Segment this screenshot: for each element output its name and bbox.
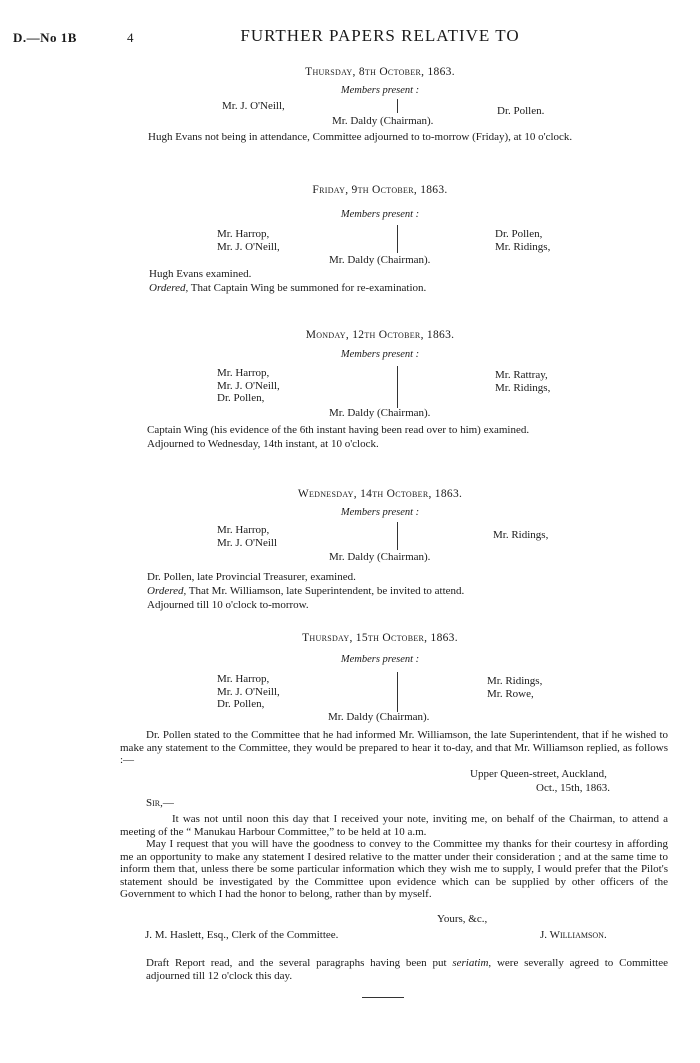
- members-right-1: Dr. Pollen.: [497, 105, 545, 117]
- letter-address: Upper Queen-street, Auckland,: [470, 768, 607, 780]
- letter-date: Oct., 15th, 1863.: [536, 782, 610, 794]
- member-name: Dr. Pollen,: [217, 698, 265, 710]
- letter-salutation: Sir,—: [146, 797, 174, 809]
- chairman-3: Mr. Daldy (Chairman).: [329, 407, 431, 419]
- member-name: Mr. Ridings,: [487, 675, 543, 687]
- member-name: Mr. Rattray,: [495, 369, 548, 381]
- member-name: Mr. J. O'Neill: [217, 536, 278, 549]
- members-divider-1: [397, 99, 398, 113]
- member-name: Mr. Harrop,: [217, 228, 270, 240]
- letter-addressee: J. M. Haslett, Esq., Clerk of the Committee.: [145, 929, 339, 941]
- letter-signature: J. Williamson.: [540, 929, 607, 941]
- minutes-line: Hugh Evans examined.: [149, 268, 252, 280]
- minutes-line: Captain Wing (his evidence of the 6th instant having been read over to him) examined.: [147, 424, 530, 436]
- chairman-5: Mr. Daldy (Chairman).: [328, 711, 430, 723]
- member-name: Mr. Harrop,: [217, 367, 270, 379]
- minutes-line: Ordered, That Captain Wing be summoned for re-examination.: [149, 282, 427, 294]
- page-header: [0, 24, 700, 50]
- letter-paragraph-1: It was not until noon this day that I received your note, inviting me, on behalf of the Chairman, to attend a meeting of the “ Manukau Harbour Committee,” to be held at 10 a.m.: [120, 813, 668, 838]
- members-left-4: [217, 524, 277, 549]
- meeting-date-2: Friday, 9th October, 1863.: [312, 184, 448, 196]
- member-name: Mr. J. O'Neill,: [217, 240, 280, 253]
- member-name: Mr. Harrop,: [217, 524, 270, 536]
- members-left-2: [217, 228, 280, 253]
- member-name: Dr. Pollen,: [217, 392, 265, 404]
- chairman-1: Mr. Daldy (Chairman).: [332, 115, 434, 127]
- members-divider-4: [397, 522, 398, 550]
- member-name: Mr. J. O'Neill,: [217, 685, 280, 698]
- members-right-5: [487, 675, 542, 700]
- minutes-line: Dr. Pollen, late Provincial Treasurer, examined.: [147, 571, 356, 583]
- meeting-date-1: Thursday, 8th October, 1863.: [305, 66, 455, 78]
- members-present-label-3: Members present :: [340, 349, 420, 360]
- members-right-3: [495, 369, 550, 394]
- member-name: Mr. Harrop,: [217, 673, 270, 685]
- members-divider-3: [397, 366, 398, 408]
- members-divider-2: [397, 225, 398, 253]
- minutes-line: Adjourned till 10 o'clock to-morrow.: [147, 599, 309, 611]
- minutes-final: Draft Report read, and the several paragraphs having been put seriatim, were severally agreed to Committee adjourned till 12 o'clock this day.: [146, 957, 668, 982]
- chairman-2: Mr. Daldy (Chairman).: [329, 254, 431, 266]
- letter-closing: Yours, &c.,: [437, 913, 488, 925]
- member-name: Mr. Rowe,: [487, 687, 534, 700]
- member-name: Mr. Ridings,: [495, 240, 551, 253]
- meeting-date-3: Monday, 12th October, 1863.: [305, 329, 455, 341]
- members-divider-5: [397, 672, 398, 712]
- minutes-intro: Dr. Pollen stated to the Committee that he had informed Mr. Williamson, the late Superintendent, that if he wished to make any statement to the Committee, they would be prepared to hear it to-day, and that Mr. Williamson replied, as follows :—: [120, 729, 668, 766]
- members-left-3: [217, 367, 280, 405]
- members-present-label-1: Members present :: [340, 85, 420, 96]
- member-name: Dr. Pollen,: [495, 228, 543, 240]
- members-present-label-2: Members present :: [340, 209, 420, 220]
- members-present-label-4: Members present :: [340, 507, 420, 518]
- members-left-1: Mr. J. O'Neill,: [222, 100, 285, 112]
- meeting-date-5: Thursday, 15th October, 1863.: [302, 632, 458, 644]
- member-name: Mr. J. O'Neill,: [217, 379, 280, 392]
- document-reference: D.—No 1B: [13, 30, 77, 45]
- page-number: 4: [127, 30, 134, 45]
- members-left-5: [217, 673, 280, 711]
- meeting-date-4: Wednesday, 14th October, 1863.: [297, 488, 463, 500]
- chairman-4: Mr. Daldy (Chairman).: [329, 551, 431, 563]
- minutes-line: Ordered, That Mr. Williamson, late Superintendent, be invited to attend.: [147, 585, 465, 597]
- member-name: Mr. Ridings,: [495, 381, 551, 394]
- members-right-4: Mr. Ridings,: [493, 529, 549, 541]
- minutes-line: Adjourned to Wednesday, 14th instant, at 10 o'clock.: [147, 438, 379, 450]
- page-title: FURTHER PAPERS RELATIVE TO: [240, 26, 520, 45]
- minutes-text-1: Hugh Evans not being in attendance, Committee adjourned to to-morrow (Friday), at 10 o'clock.: [148, 131, 573, 143]
- section-end-rule: [362, 997, 404, 998]
- members-present-label-5: Members present :: [340, 654, 420, 665]
- letter-paragraph-2: May I request that you will have the goodness to convey to the Committee my thanks for their courtesy in affording me an opportunity to make any statement I desired relative to the matter under their consideration ; and at the same time to inform them that, unless there be some particular information which they wish me to supply, I would prefer that the Pilot's statement should be investigated by the Committee upon evidence which can be supplied by other officers of the Government to which I had the honor to belong, rather than by myself.: [120, 838, 668, 900]
- members-right-2: [495, 228, 550, 253]
